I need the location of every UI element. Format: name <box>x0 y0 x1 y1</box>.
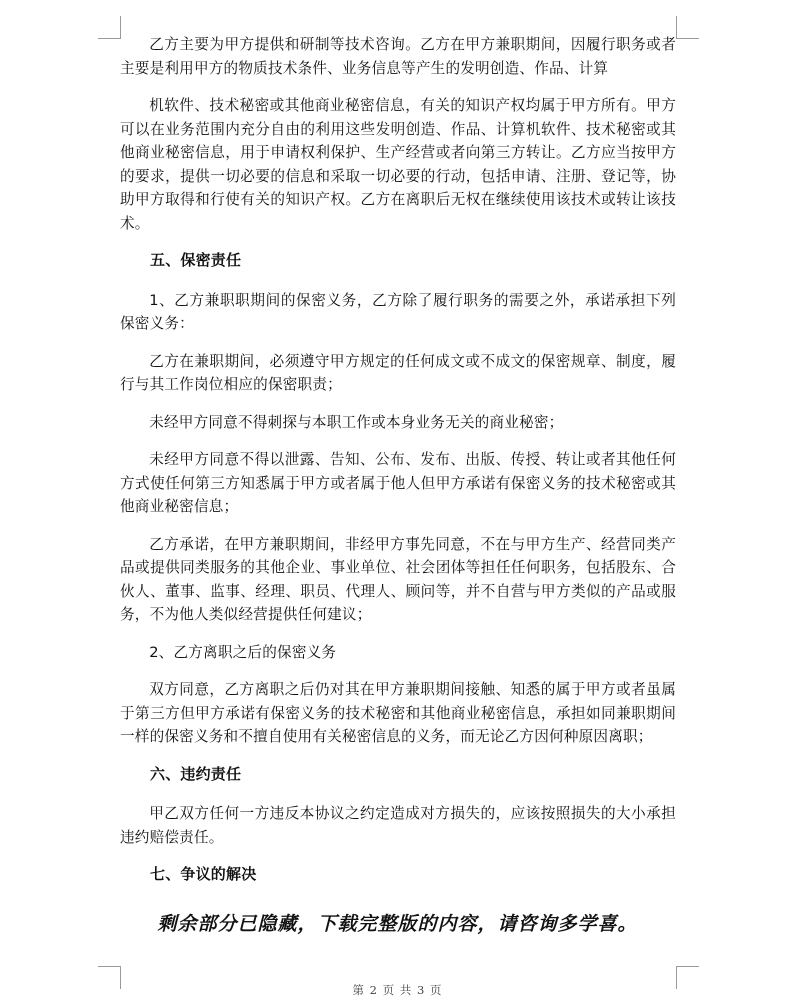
paragraph: 机软件、技术秘密或其他商业秘密信息，有关的知识产权均属于甲方所有。甲方可以在业务范围内充分自由的利用这些发明创造、作品、计算机软件、技术秘密或其他商业秘密信息，用于申请权利保护、生产经营或者向第三方转让。乙方应当按甲方的要求，提供一切必要的信息和采取一切必要的行动，包括申请、注册、登记等，协助甲方取得和行使有关的知识产权。乙方在离职后无权在继续使用该技术或转让该技术。 <box>120 97 676 232</box>
section-heading: 七、争议的解决 <box>150 865 257 883</box>
crop-mark-top-left <box>98 16 121 39</box>
paragraph: 乙方承诺，在甲方兼职期间，非经甲方事先同意，不在与甲方生产、经营同类产品或提供同类服务的其他企业、事业单位、社会团体等担任任何职务，包括股东、合伙人、董事、监事、经理、职员、代理人、顾问等，并不自营与甲方类似的产品或服务，不为他人类似经营提供任何建议； <box>120 535 676 623</box>
paragraph: 乙方主要为甲方提供和研制等技术咨询。乙方在甲方兼职期间，因履行职务或者主要是利用甲方的物质技术条件、业务信息等产生的发明创造、作品、计算 <box>120 36 676 77</box>
crop-mark-top-right <box>676 16 699 39</box>
paragraph: 乙方在兼职期间，必须遵守甲方规定的任何成文或不成文的保密规章、制度，履行与其工作岗位相应的保密职责； <box>120 352 676 393</box>
hidden-content-notice: 剩余部分已隐藏，下载完整版的内容，请咨询多学喜。 <box>157 913 638 935</box>
document-body <box>120 33 676 903</box>
paragraph: 甲乙双方任何一方违反本协议之约定造成对方损失的，应该按照损失的大小承担违约赔偿责任。 <box>120 805 676 846</box>
paragraph: 双方同意，乙方离职之后仍对其在甲方兼职期间接触、知悉的属于甲方或者虽属于第三方但甲方承诺有保密义务的技术秘密和其他商业秘密信息，承担如同兼职期间一样的保密义务和不擅自使用有关秘密信息的义务，而无论乙方因何种原因离职； <box>120 681 676 745</box>
paragraph: 2、乙方离职之后的保密义务 <box>149 643 337 661</box>
section-heading: 五、保密责任 <box>150 251 242 269</box>
paragraph: 1、乙方兼职职期间的保密义务，乙方除了履行职务的需要之外，承诺承担下列保密义务： <box>120 291 676 332</box>
paragraph: 未经甲方同意不得以泄露、告知、公布、发布、出版、传授、转让或者其他任何方式使任何第三方知悉属于甲方或者属于他人但甲方承诺有保密义务的技术秘密或其他商业秘密信息； <box>120 451 676 515</box>
paragraph: 未经甲方同意不得刺探与本职工作或本身业务无关的商业秘密； <box>149 413 564 431</box>
section-heading: 六、违约责任 <box>150 764 242 783</box>
page-number-footer: 第 2 页 共 3 页 <box>352 983 443 997</box>
